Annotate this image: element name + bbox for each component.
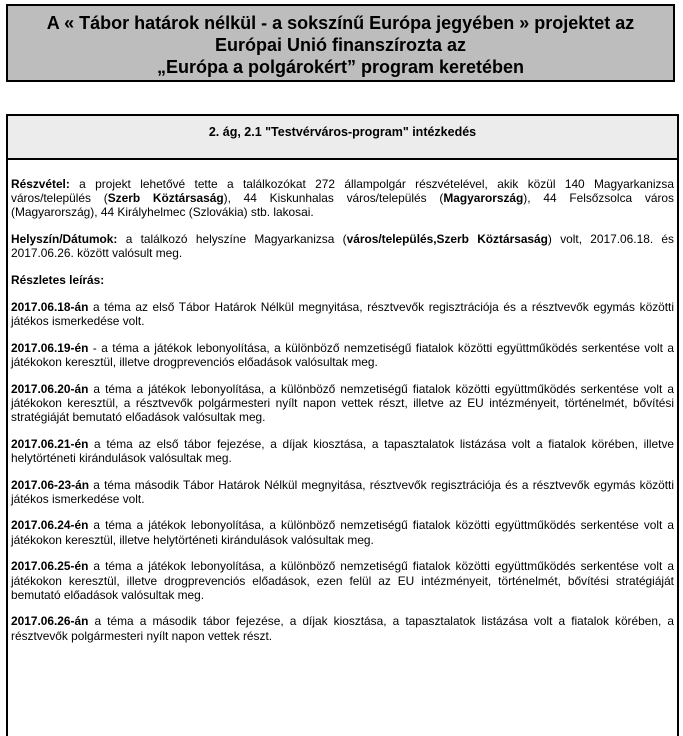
entry-paragraph <box>11 559 674 602</box>
participation-paragraph <box>11 177 674 220</box>
entry-text: a téma második Tábor Határok Nélkül megnyitása, résztvevők regisztrációja és a résztvevők egymás közötti játékos ismerkedése volt. <box>11 477 674 506</box>
entry-paragraph <box>11 614 674 642</box>
venue-text-1: a találkozó helyszíne Magyarkanizsa ( <box>117 232 347 247</box>
header-banner <box>6 4 675 82</box>
entry-text: a téma a játékok lebonyolítása, a különböző nemzetiségű fiatalok közötti együttműködés serkentése volt a játékokon keresztül, a résztvevők polgármesteri nyílt napon vettek részt, illetve az EU intézményeit, történelmét, bővítési stratégiáját bemutató előadások valósultak meg. <box>11 381 674 424</box>
entry-date: 2017.06-23-án <box>11 477 90 492</box>
entry-paragraph <box>11 341 674 369</box>
entry-paragraph <box>11 382 674 425</box>
header-line-3: „Európa a polgárokért” program keretében <box>156 57 525 77</box>
entry-paragraph <box>11 300 674 328</box>
entry-date: 2017.06.24-én <box>11 518 89 533</box>
content-frame <box>6 114 679 736</box>
section-title: 2. ág, 2.1 "Testvérváros-program" intézkedés <box>8 116 677 160</box>
entry-paragraph <box>11 437 674 465</box>
participation-text-1: a projekt lehetővé tette a találkozókat 272 állampolgár részvételével, akik közül 140 Magyarkanizsa város/település ( <box>11 177 674 206</box>
participation-text-3: ), 44 Felsőzsolca város (Magyarország), 44 Királyhelmec (Szlovákia) stb. lakosai. <box>11 191 674 220</box>
entry-text: a téma a játékok lebonyolítása, a különböző nemzetiségű fiatalok közötti együttműködés serkentése volt a játékokon keresztül, illetve helytörténeti kirándulások valósultak meg. <box>11 518 674 547</box>
venue-bold-1: város/település,Szerb Köztársaság <box>346 232 548 247</box>
header-line-1: A « Tábor határok nélkül - a sokszínű Európa jegyében » projektet az <box>46 13 635 33</box>
entry-date: 2017.06.25-én <box>11 559 89 574</box>
entry-text: a téma az első tábor fejezése, a díjak kiosztása, a tapasztalatok listázása volt a fiatalok körében, illetve helytörténeti kirándulások valósultak meg. <box>11 436 674 465</box>
entry-text: a téma a második tábor fejezése, a díjak kiosztása, a tapasztalatok listázása volt a fiatalok körében, a résztvevők polgármesteri nyílt napon vettek részt. <box>11 614 674 643</box>
header-line-2: Európai Unió finanszírozta az <box>214 35 467 55</box>
entry-paragraph <box>11 478 674 506</box>
venue-label: Helyszín/Dátumok: <box>11 232 118 247</box>
participation-text-2: ), 44 Kiskunhalas város/település ( <box>223 191 444 206</box>
participation-bold-1: Szerb Köztársaság <box>107 191 224 206</box>
participation-bold-2: Magyarország <box>443 191 524 206</box>
details-label: Részletes leírás: <box>11 273 105 288</box>
venue-paragraph <box>11 232 674 260</box>
entry-date: 2017.06.18-án <box>11 299 89 314</box>
venue-text-2: ) volt, 2017.06.18. és 2017.06.26. között valósult meg. <box>11 232 674 261</box>
participation-label: Részvétel: <box>11 177 70 191</box>
entry-date: 2017.06.20-án <box>11 381 89 396</box>
entry-date: 2017.06.26-án <box>11 614 89 629</box>
entry-text: a téma az első Tábor Határok Nélkül megnyitása, résztvevők regisztrációja és a résztvevők egymás közötti játékos ismerkedése volt. <box>11 299 674 328</box>
content-body <box>8 160 677 643</box>
entry-paragraph <box>11 518 674 546</box>
entry-date: 2017.06.19-én <box>11 340 89 355</box>
entry-date: 2017.06.21-én <box>11 436 89 451</box>
entry-text: a téma a játékok lebonyolítása, a különböző nemzetiségű fiatalok közötti együttműködés serkentése volt a játékokon keresztül, illetve drogprevenciós előadások, ezen felül az EU intézményeit, történelmét, bővítési stratégiáját bemutató előadások valósultak meg. <box>11 559 674 602</box>
entry-text: - a téma a játékok lebonyolítása, a különböző nemzetiségű fiatalok közötti együttműködés serkentése volt a játékokon keresztül, illetve drogprevenciós előadások valósultak meg. <box>11 340 674 369</box>
